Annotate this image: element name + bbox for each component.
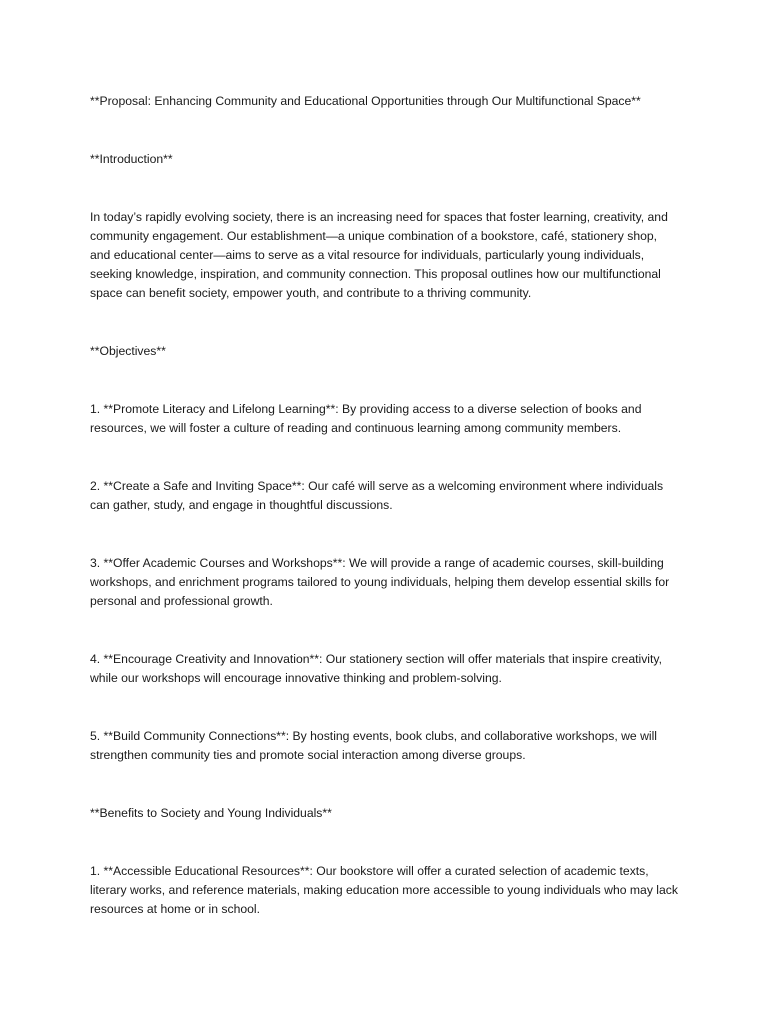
objective-item: 4. **Encourage Creativity and Innovation**: Our stationery section will offer materials that inspire creativity, while our workshops will encourage innovative thinking and problem-solving.	[90, 652, 662, 685]
objectives-heading: **Objectives**	[90, 344, 166, 358]
introduction-paragraph: In today’s rapidly evolving society, there is an increasing need for spaces that foster learning, creativity, and community engagement. Our establishment—a unique combination of a bookstore, café, stationery shop, and educational center—aims to serve as a vital resource for individuals, particularly young individuals, seeking knowledge, inspiration, and community connection. This proposal outlines how our multifunctional space can benefit society, empower youth, and contribute to a thriving community.	[90, 210, 668, 300]
objective-item: 2. **Create a Safe and Inviting Space**: Our café will serve as a welcoming environment where individuals can gather, study, and engage in thoughtful discussions.	[90, 479, 664, 512]
objective-item: 1. **Promote Literacy and Lifelong Learning**: By providing access to a diverse selection of books and resources, we will foster a culture of reading and continuous learning among community members.	[90, 402, 642, 435]
benefits-heading: **Benefits to Society and Young Individuals**	[90, 806, 332, 820]
document-body	[90, 92, 680, 958]
proposal-title: **Proposal: Enhancing Community and Educational Opportunities through Our Multifunctional Space**	[90, 94, 641, 108]
objective-item: 5. **Build Community Connections**: By hosting events, book clubs, and collaborative workshops, we will strengthen community ties and promote social interaction among diverse groups.	[90, 729, 658, 762]
objective-item: 3. **Offer Academic Courses and Workshops**: We will provide a range of academic courses, skill-building workshops, and enrichment programs tailored to young individuals, helping them develop essential skills for personal and professional growth.	[90, 556, 670, 608]
benefit-item: 1. **Accessible Educational Resources**: Our bookstore will offer a curated selection of academic texts, literary works, and reference materials, making education more accessible to young individuals who may lack resources at home or in school.	[90, 864, 678, 916]
introduction-heading: **Introduction**	[90, 152, 173, 166]
